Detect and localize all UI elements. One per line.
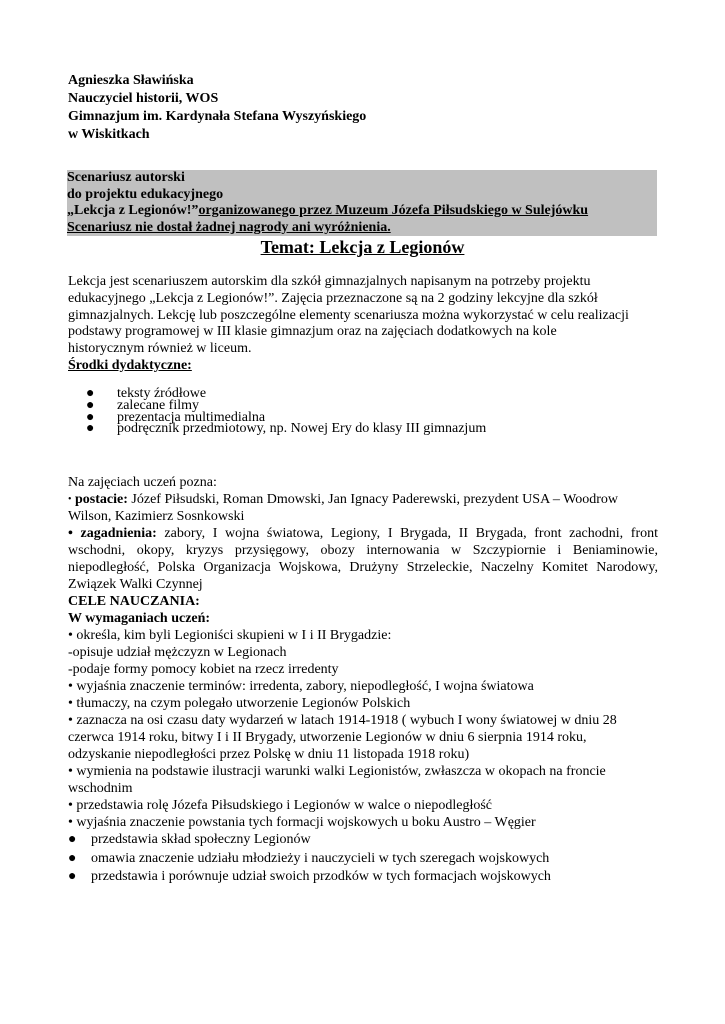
box-line-1: Scenariusz autorski bbox=[67, 170, 185, 185]
goal-line: • tłumaczy, na czym polegało utworzenie Legionów Polskich bbox=[68, 696, 411, 711]
intro-line: Lekcja jest scenariuszem autorskim dla szkół gimnazjalnych napisanym na potrzeby projektu bbox=[68, 274, 591, 289]
people-label: postacie: bbox=[75, 492, 128, 507]
scenario-info-box bbox=[67, 170, 657, 236]
bullet-icon: ● bbox=[68, 832, 77, 847]
lesson-title: Temat: Lekcja z Legionów bbox=[260, 237, 465, 257]
list-item-text: prezentacja multimedialna bbox=[117, 409, 266, 425]
goal-line: czerwca 1914 roku, bitwy I i II Brygady, utworzenie Legionów w dniu 6 sierpnia 1914 roku, bbox=[68, 730, 587, 745]
topics-label: • zagadnienia: bbox=[68, 526, 157, 541]
learn-intro: Na zajęciach uczeń pozna: bbox=[68, 475, 217, 490]
goal-line: -opisuje udział mężczyzn w Legionach bbox=[68, 645, 287, 660]
box-line-3 bbox=[67, 203, 657, 220]
topics-line: Związek Walki Czynnej bbox=[68, 577, 203, 592]
goal-line: • przedstawia rolę Józefa Piłsudskiego i Legionów w walce o niepodległość bbox=[68, 798, 493, 813]
project-name: „Lekcja z Legionów!” bbox=[67, 203, 199, 218]
intro-line: podstawy programowej w III klasie gimnazjum oraz na zajęciach dodatkowych na kole bbox=[68, 324, 557, 340]
goals-subheading: W wymaganiach uczeń: bbox=[68, 611, 211, 626]
topics-line bbox=[68, 525, 658, 542]
intro-line: edukacyjnego „Lekcja z Legionów!”. Zajęcia przeznaczone są na 2 godziny lekcyjne dla szkół bbox=[68, 290, 598, 306]
main-content bbox=[68, 474, 658, 887]
goal-line: odzyskanie niepodległości przez Polskę w dniu 11 listopada 1918 roku) bbox=[68, 747, 470, 762]
teaching-aids-heading: Środki dydaktyczne: bbox=[68, 358, 192, 373]
list-item bbox=[68, 868, 658, 887]
bullet-icon: ● bbox=[86, 386, 95, 401]
people-text: Józef Piłsudski, Roman Dmowski, Jan Ignacy Paderewski, prezydent USA – Woodrow bbox=[127, 492, 619, 507]
goal-line: • wyjaśnia znaczenie terminów: irredenta, zabory, niepodległość, I wojna światowa bbox=[68, 679, 534, 694]
list-item-text: teksty źródłowe bbox=[117, 386, 207, 401]
list-item bbox=[68, 831, 658, 850]
topics-text: zabory, I wojna światowa, Legiony, I Brygada, II Brygada, front zachodni, front bbox=[156, 526, 658, 541]
list-item-text: przedstawia i porównuje udział swoich przodków w tych formacjach wojskowych bbox=[91, 869, 551, 884]
goals-bullet-list bbox=[68, 831, 658, 887]
people-line-cont: Wilson, Kazimierz Sosnkowski bbox=[68, 509, 245, 524]
award-note: Scenariusz nie dostał żadnej nagrody ani wyróżnienia. bbox=[67, 219, 391, 235]
goal-line: • zaznacza na osi czasu daty wydarzeń w latach 1914-1918 ( wybuch I wony światowej w dniu 28 bbox=[68, 713, 617, 728]
bullet-icon: ● bbox=[86, 409, 95, 425]
goal-line: -podaje formy pomocy kobiet na rzecz irredenty bbox=[68, 662, 339, 677]
list-item-text: przedstawia skład społeczny Legionów bbox=[91, 832, 311, 847]
author-role: Nauczyciel historii, WOS bbox=[68, 91, 219, 106]
bullet-icon: • bbox=[68, 494, 72, 505]
list-item-text: omawia znaczenie udziału młodzieży i nauczycieli w tych szeregach wojskowych bbox=[91, 850, 550, 866]
goals-heading: CELE NAUCZANIA: bbox=[68, 594, 200, 609]
author-header bbox=[68, 72, 366, 144]
bullet-icon: ● bbox=[86, 421, 95, 437]
author-name: Agnieszka Sławińska bbox=[68, 73, 194, 88]
list-item bbox=[68, 850, 658, 869]
school-name: Gimnazjum im. Kardynała Stefana Wyszyńskiego bbox=[68, 109, 367, 124]
goal-line: • wyjaśnia znaczenie powstania tych formacji wojskowych u boku Austro – Węgier bbox=[68, 815, 536, 830]
list-item-text: podręcznik przedmiotowy, np. Nowej Ery do klasy III gimnazjum bbox=[117, 421, 487, 437]
bullet-icon: ● bbox=[68, 850, 77, 866]
school-place: w Wiskitkach bbox=[68, 127, 150, 142]
list-item-text: zalecane filmy bbox=[117, 397, 200, 413]
topics-line: niepodległość, Polska Organizacja Wojskowa, Drużyny Strzeleckie, Naczelny Komitet Narodowy, bbox=[68, 560, 658, 575]
intro-line: historycznym również w liceum. bbox=[68, 341, 252, 357]
goal-line: • określa, kim byli Legioniści skupieni w I i II Brygadzie: bbox=[68, 628, 392, 643]
intro-paragraph bbox=[68, 274, 658, 358]
organizer-text: organizowanego przez Muzeum Józefa Piłsudskiego w Sulejówku bbox=[198, 203, 589, 218]
topics-line: wschodni, okopy, kryzys przysięgowy, obozy internowania w Szczypiornie i Beniaminowie, bbox=[68, 543, 658, 558]
goal-line: wschodnim bbox=[68, 781, 133, 796]
intro-line: gimnazjalnych. Lekcję lub poszczególne elementy scenariusza można wykorzystać w celu realizacji bbox=[68, 307, 629, 323]
box-line-2: do projektu edukacyjnego bbox=[67, 186, 224, 202]
bullet-icon: ● bbox=[68, 869, 77, 884]
goal-line: • wymienia na podstawie ilustracji warunki walki Legionistów, zwłaszcza w okopach na froncie bbox=[68, 764, 606, 779]
people-line bbox=[68, 491, 658, 508]
bullet-icon: ● bbox=[86, 397, 95, 413]
